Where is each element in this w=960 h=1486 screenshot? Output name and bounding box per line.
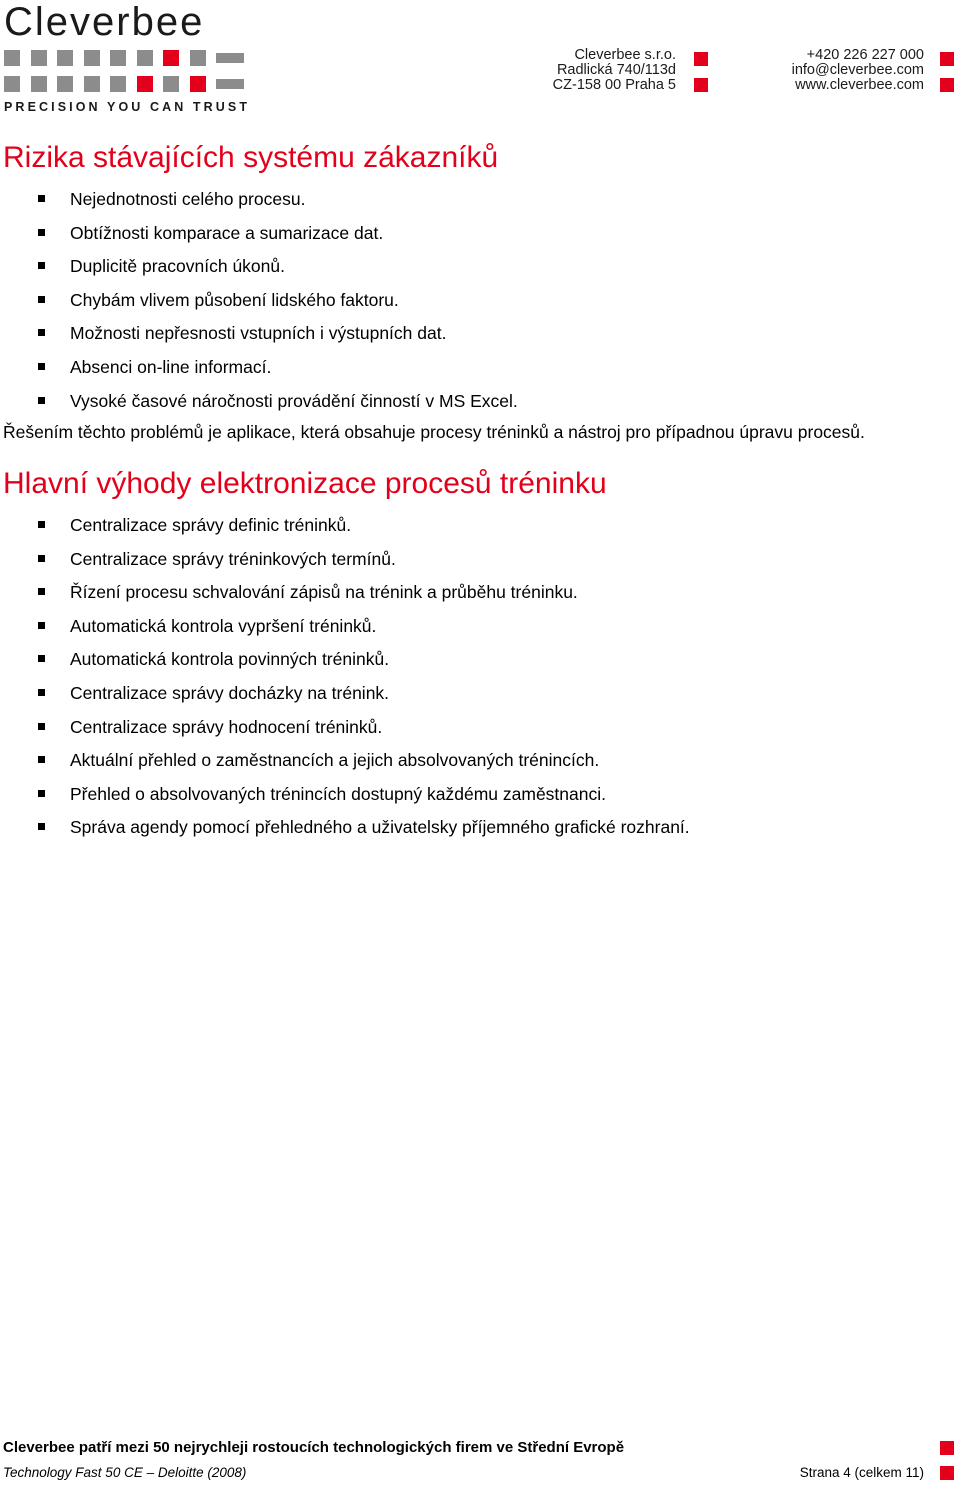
company-logo-text: Cleverbee <box>4 0 205 44</box>
bullet-icon <box>38 229 45 236</box>
header-red-square <box>940 78 954 92</box>
bullet-icon <box>38 588 45 595</box>
list-item: Obtížnosti komparace a sumarizace dat. <box>0 223 518 257</box>
company-contact <box>792 48 924 93</box>
logo-gray-square <box>57 76 73 92</box>
logo-red-square <box>190 76 206 92</box>
logo-gray-square <box>216 79 244 89</box>
benefits-list <box>0 515 690 851</box>
footer-slogan: Cleverbee patří mezi 50 nejrychleji rostoucích technologických firem ve Střední Evropě <box>3 1439 625 1456</box>
list-item: Centralizace správy tréninkových termínů. <box>0 549 690 583</box>
footer-page-number: Strana 4 (celkem 11) <box>799 1465 924 1480</box>
contact-phone: +420 226 227 000 <box>806 47 924 63</box>
bullet-icon <box>38 329 45 336</box>
logo-gray-square <box>31 76 47 92</box>
bullet-icon <box>38 195 45 202</box>
bullet-icon <box>38 555 45 562</box>
risks-list <box>0 189 518 424</box>
address-line-3: CZ-158 00 Praha 5 <box>552 77 676 93</box>
bullet-icon <box>38 689 45 696</box>
list-item: Centralizace správy definic tréninků. <box>0 515 690 549</box>
logo-square-grid <box>4 50 226 92</box>
list-item: Správa agendy pomocí přehledného a uživatelsky příjemného grafické rozhraní. <box>0 817 690 851</box>
bullet-icon <box>38 296 45 303</box>
section-title-risks: Rizika stávajících systému zákazníků <box>3 141 499 174</box>
footer-award: Technology Fast 50 CE – Deloitte (2008) <box>3 1465 247 1480</box>
contact-email: info@cleverbee.com <box>791 62 924 78</box>
list-item: Aktuální přehled o zaměstnancích a jejich absolvovaných trénincích. <box>0 750 690 784</box>
list-item: Automatická kontrola povinných tréninků. <box>0 649 690 683</box>
list-item: Automatická kontrola vypršení tréninků. <box>0 616 690 650</box>
contact-web: www.cleverbee.com <box>795 77 924 93</box>
logo-red-square <box>137 76 153 92</box>
logo-gray-square <box>4 50 20 66</box>
logo-gray-square <box>57 50 73 66</box>
solution-paragraph: Řešením těchto problémů je aplikace, která obsahuje procesy tréninků a nástroj pro případnou úpravu procesů. <box>3 422 865 442</box>
logo-gray-square <box>137 50 153 66</box>
list-item: Chybám vlivem působení lidského faktoru. <box>0 290 518 324</box>
footer-red-square <box>940 1441 954 1455</box>
bullet-icon <box>38 723 45 730</box>
list-item: Přehled o absolvovaných trénincích dostupný každému zaměstnanci. <box>0 784 690 818</box>
logo-gray-square <box>216 53 244 63</box>
header-red-square <box>694 52 708 66</box>
bullet-icon <box>38 756 45 763</box>
header-red-square <box>694 78 708 92</box>
logo-gray-square <box>110 50 126 66</box>
footer-red-square <box>940 1466 954 1480</box>
list-item: Řízení procesu schvalování zápisů na trénink a průběhu tréninku. <box>0 582 690 616</box>
list-item: Centralizace správy docházky na trénink. <box>0 683 690 717</box>
logo-gray-square <box>84 50 100 66</box>
list-item: Vysoké časové náročnosti provádění činností v MS Excel. <box>0 391 518 425</box>
logo-gray-square <box>163 76 179 92</box>
bullet-icon <box>38 363 45 370</box>
bullet-icon <box>38 823 45 830</box>
logo-red-square <box>163 50 179 66</box>
logo-tagline: PRECISION YOU CAN TRUST <box>4 100 251 114</box>
list-item: Centralizace správy hodnocení tréninků. <box>0 717 690 751</box>
bullet-icon <box>38 622 45 629</box>
list-item: Absenci on-line informací. <box>0 357 518 391</box>
bullet-icon <box>38 397 45 404</box>
address-line-2: Radlická 740/113d <box>556 62 676 78</box>
bullet-icon <box>38 655 45 662</box>
address-line-1: Cleverbee s.r.o. <box>574 47 676 63</box>
logo-gray-square <box>110 76 126 92</box>
section-title-benefits: Hlavní výhody elektronizace procesů tréninku <box>3 467 607 500</box>
list-item: Nejednotnosti celého procesu. <box>0 189 518 223</box>
company-address <box>553 48 676 93</box>
bullet-icon <box>38 262 45 269</box>
bullet-icon <box>38 790 45 797</box>
logo-gray-square <box>4 76 20 92</box>
list-item: Duplicitě pracovních úkonů. <box>0 256 518 290</box>
header-red-square <box>940 52 954 66</box>
bullet-icon <box>38 521 45 528</box>
list-item: Možnosti nepřesnosti vstupních i výstupních dat. <box>0 323 518 357</box>
logo-gray-square <box>84 76 100 92</box>
logo-gray-square <box>190 50 206 66</box>
logo-gray-square <box>31 50 47 66</box>
